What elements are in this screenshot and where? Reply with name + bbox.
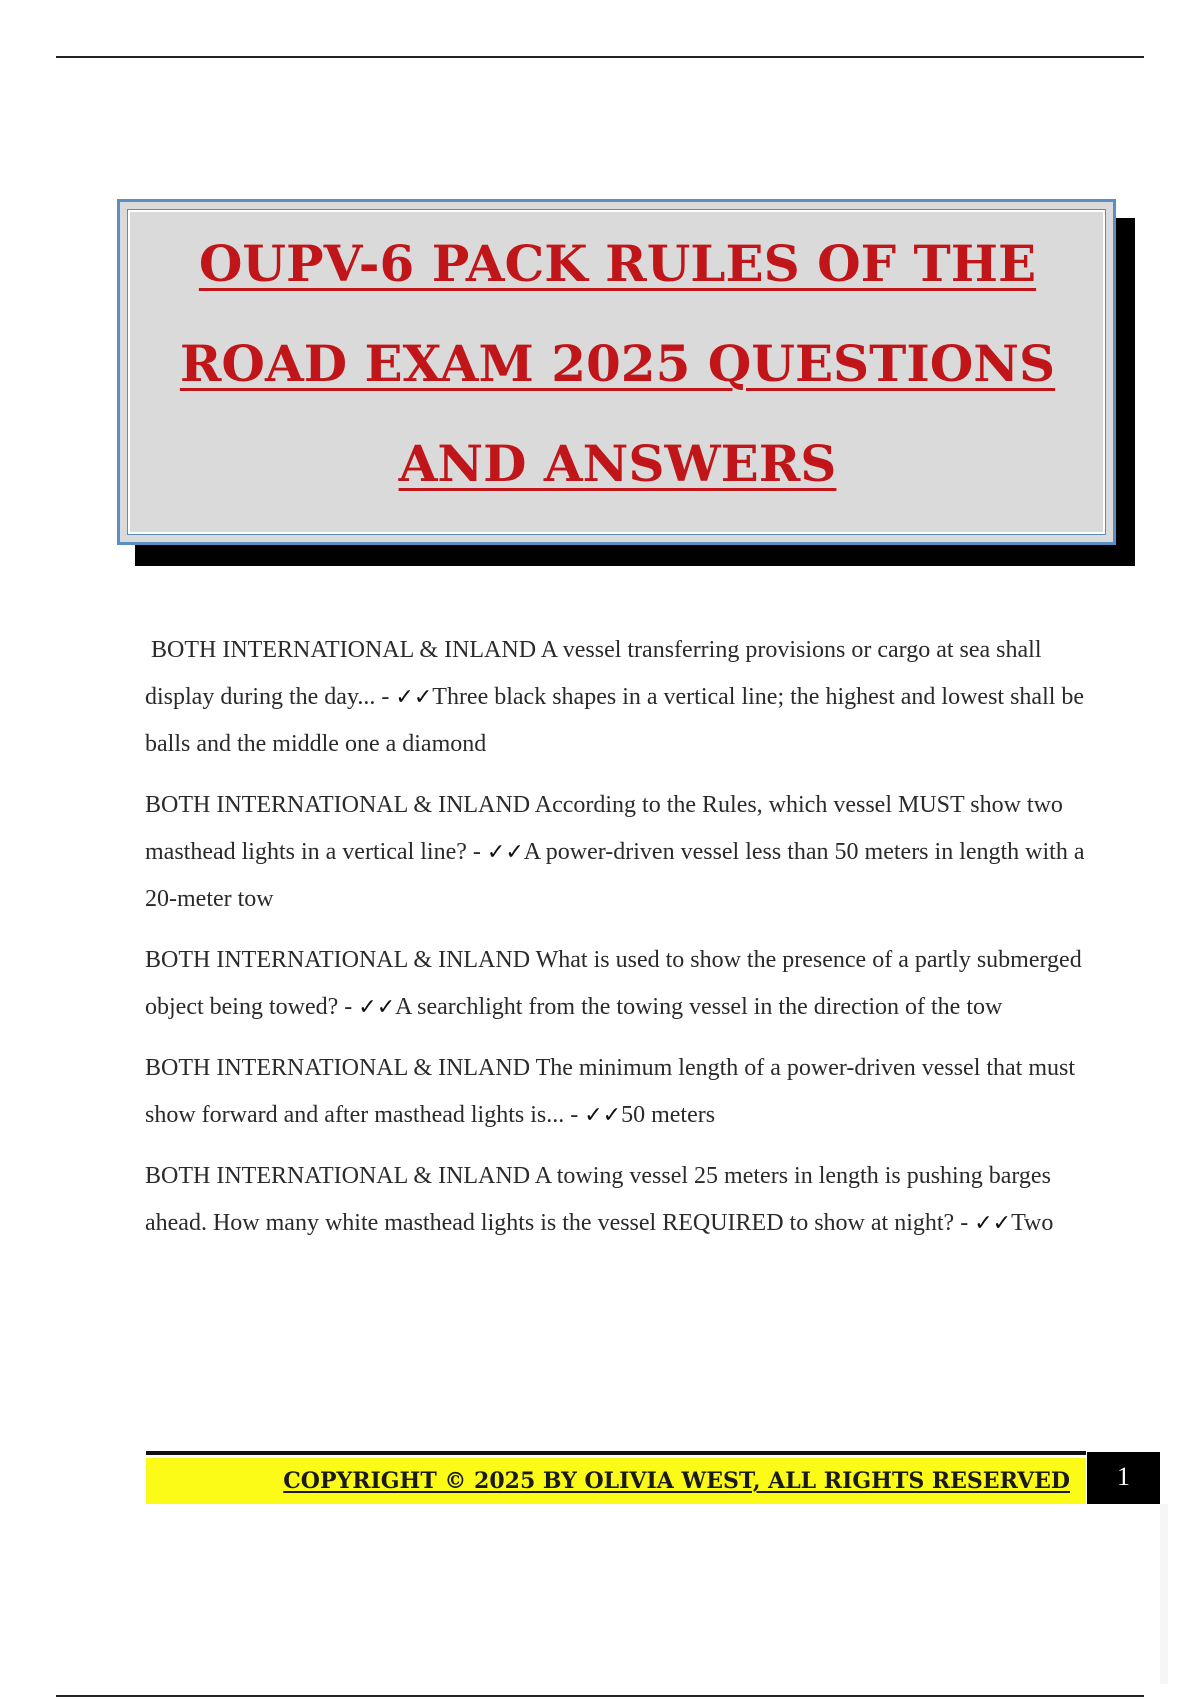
title-line-3: AND ANSWERS: [398, 434, 837, 493]
header-rule: [56, 56, 1144, 58]
title-line-2: ROAD EXAM 2025 QUESTIONS: [179, 334, 1056, 393]
answer-text: Two: [1011, 1210, 1054, 1236]
qa-item-1: [145, 627, 1090, 768]
question-text: BOTH INTERNATIONAL & INLAND A vessel transferring provisions or cargo at sea shall display during the day... -: [145, 637, 1042, 710]
double-check-icon: ✓✓: [395, 685, 433, 710]
title-line-1: OUPV-6 PACK RULES OF THE: [198, 234, 1037, 293]
qa-item-3: [145, 937, 1090, 1031]
question-text: BOTH INTERNATIONAL & INLAND What is used to show the presence of a partly submerged object being towed? -: [145, 947, 1082, 1020]
footer-bar: [146, 1458, 1086, 1504]
question-text: BOTH INTERNATIONAL & INLAND The minimum length of a power-driven vessel that must show forward and after masthead lights is... -: [145, 1055, 1076, 1128]
double-check-icon: ✓✓: [974, 1211, 1012, 1236]
double-check-icon: ✓✓: [358, 995, 396, 1020]
question-text: BOTH INTERNATIONAL & INLAND According to the Rules, which vessel MUST show two masthead lights in a vertical line? -: [145, 792, 1063, 865]
qa-item-4: [145, 1045, 1090, 1139]
copyright-notice: COPYRIGHT © 2025 BY OLIVIA WEST, ALL RIGHTS RESERVED: [283, 1468, 1070, 1494]
qa-list: [145, 627, 1090, 1261]
bottom-rule: [56, 1695, 1144, 1697]
page-number: 1: [1087, 1452, 1160, 1504]
footer-rule: [146, 1451, 1086, 1455]
answer-text: Three black shapes in a vertical line; the highest and lowest shall be balls and the middle one a diamond: [145, 684, 1085, 757]
question-text: BOTH INTERNATIONAL & INLAND A towing vessel 25 meters in length is pushing barges ahead. How many white masthead lights is the vessel REQUIRED to show at night? -: [145, 1163, 1051, 1236]
answer-text: A power-driven vessel less than 50 meters in length with a 20-meter tow: [145, 839, 1085, 912]
answer-text: 50 meters: [621, 1102, 716, 1128]
page-edge-shadow: [1160, 1504, 1168, 1684]
double-check-icon: ✓✓: [584, 1103, 622, 1128]
qa-item-2: [145, 782, 1090, 923]
document-title: [130, 214, 1105, 514]
answer-text: A searchlight from the towing vessel in the direction of the tow: [395, 994, 1003, 1020]
double-check-icon: ✓✓: [486, 840, 524, 865]
qa-item-5: [145, 1153, 1090, 1247]
